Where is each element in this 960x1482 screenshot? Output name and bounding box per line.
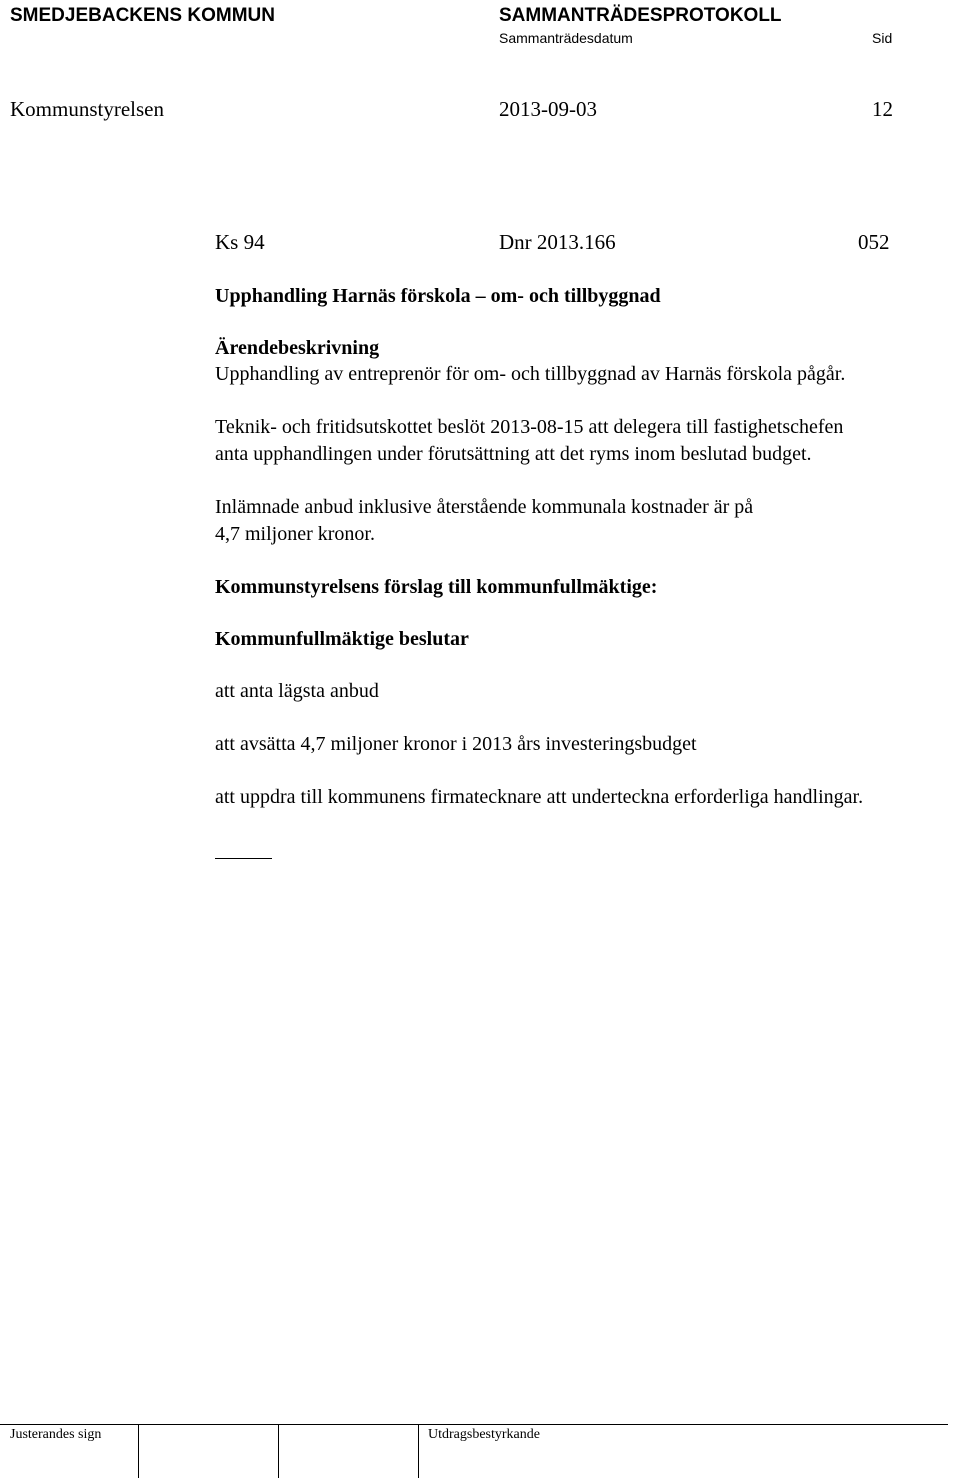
- decision-heading: Kommunfullmäktige beslutar: [215, 628, 469, 650]
- footer-divider: [278, 1424, 279, 1478]
- decision-item: att avsätta 4,7 miljoner kronor i 2013 års investeringsbudget: [215, 733, 697, 755]
- paragraph-number: Ks 94: [215, 230, 265, 254]
- footer-divider: [138, 1424, 139, 1478]
- extract-label: Utdragsbestyrkande: [428, 1427, 540, 1442]
- meeting-date: 2013-09-03: [499, 97, 597, 121]
- diary-number: Dnr 2013.166: [499, 230, 616, 254]
- closing-rule: [215, 858, 272, 859]
- case-code: 052: [858, 230, 890, 254]
- description-heading: Ärendebeskrivning: [215, 337, 380, 359]
- proposal-heading: Kommunstyrelsens förslag till kommunfullmäktige:: [215, 576, 658, 598]
- paragraph-2-line-1: Inlämnade anbud inklusive återstående kommunala kostnader är på: [215, 496, 754, 518]
- decision-item: att anta lägsta anbud: [215, 680, 379, 702]
- paragraph-2-line-2: 4,7 miljoner kronor.: [215, 523, 375, 545]
- case-title: Upphandling Harnäs förskola – om- och tillbyggnad: [215, 285, 661, 307]
- decision-item: att uppdra till kommunens firmatecknare att underteckna erforderliga handlingar.: [215, 786, 864, 808]
- document-type: SAMMANTRÄDESPROTOKOLL: [499, 5, 782, 26]
- organization-name: SMEDJEBACKENS KOMMUN: [10, 5, 275, 26]
- date-label: Sammanträdesdatum: [499, 30, 633, 46]
- page-number: 12: [872, 97, 893, 121]
- paragraph-1-line-1: Teknik- och fritidsutskottet beslöt 2013-08-15 att delegera till fastighetschefen: [215, 416, 844, 438]
- paragraph-1-line-2: anta upphandlingen under förutsättning att det ryms inom beslutad budget.: [215, 443, 812, 465]
- meeting-body: Kommunstyrelsen: [10, 97, 164, 121]
- signature-label: Justerandes sign: [10, 1427, 102, 1442]
- footer-top-rule: [0, 1424, 948, 1425]
- description-text: Upphandling av entreprenör för om- och tillbyggnad av Harnäs förskola pågår.: [215, 363, 846, 385]
- page-label: Sid: [872, 30, 893, 46]
- footer-divider: [418, 1424, 419, 1478]
